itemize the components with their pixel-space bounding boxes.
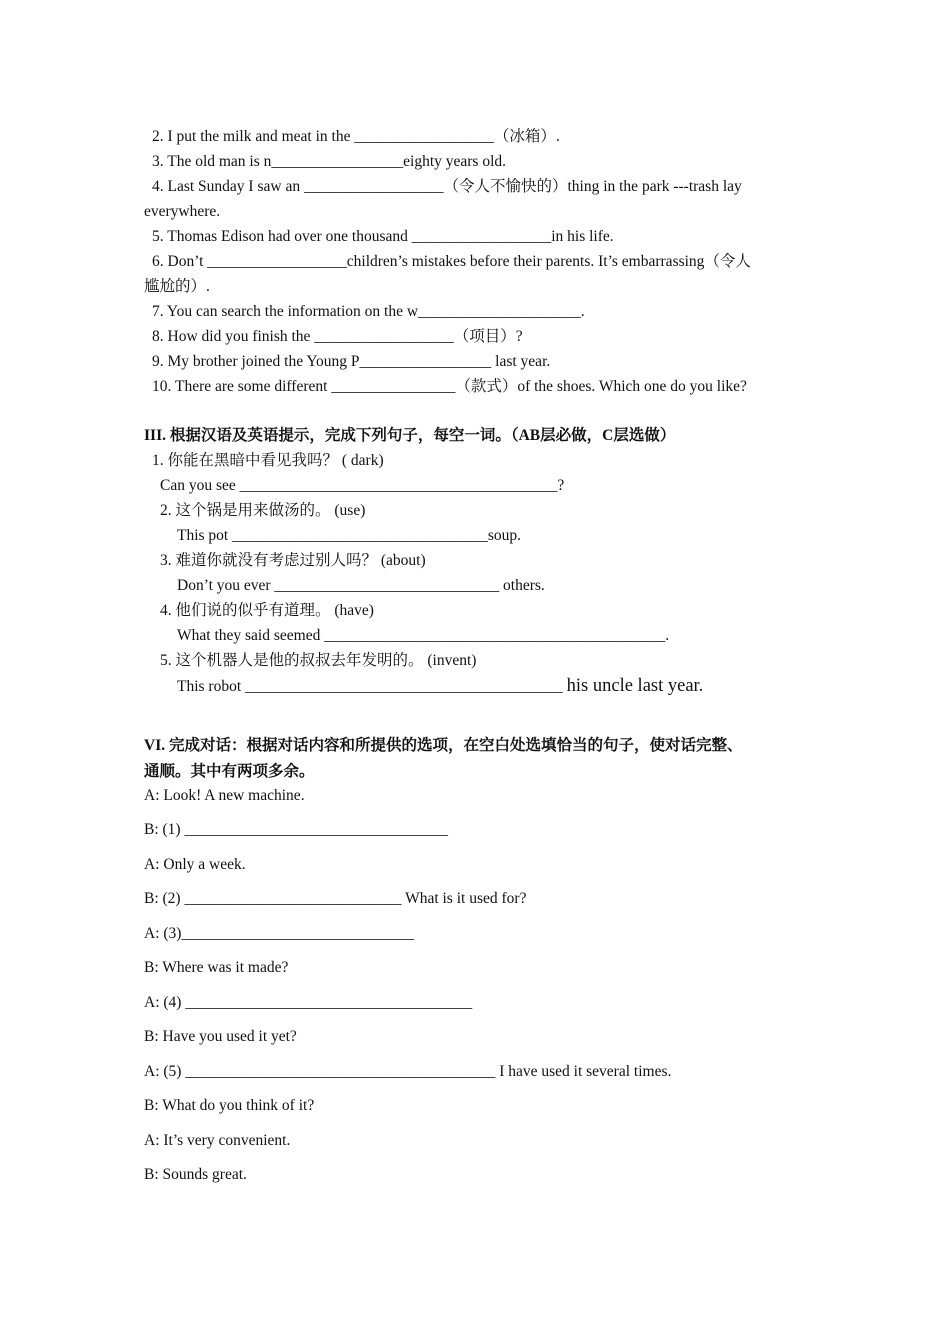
translation-q5-english-ending: his uncle last year. bbox=[566, 676, 704, 696]
exercise-item-3: 3. The old man is n_________________eighty years old. bbox=[152, 153, 507, 170]
translation-q1-chinese: 1. 你能在黑暗中看见我吗？ ( dark) bbox=[152, 452, 384, 469]
dialogue-line: A: (4) _____________________________________ bbox=[144, 994, 473, 1011]
translation-q1-english: Can you see _________________________________________? bbox=[160, 477, 565, 494]
dialogue-line: B: What do you think of it? bbox=[144, 1097, 315, 1114]
dialogue-line: B: Sounds great. bbox=[144, 1166, 247, 1183]
dialogue-line: B: (1) __________________________________ bbox=[144, 821, 448, 838]
translation-q5-english bbox=[177, 675, 810, 698]
exercise-item-10: 10. There are some different ________________（款式）of the shoes. Which one do you like? bbox=[152, 378, 747, 395]
dialogue-line: A: (3)______________________________ bbox=[144, 925, 414, 942]
translation-q5-chinese: 5. 这个机器人是他的叔叔去年发明的。 (invent) bbox=[160, 652, 477, 669]
translation-q4-chinese: 4. 他们说的似乎有道理。 (have) bbox=[160, 602, 374, 619]
translation-q2-chinese: 2. 这个锅是用来做汤的。 (use) bbox=[160, 502, 366, 519]
translation-q5-english-blank: This robot _________________________________________ bbox=[177, 678, 567, 695]
translation-q4-english: What they said seemed ____________________________________________. bbox=[177, 627, 670, 644]
exercise-item-5: 5. Thomas Edison had over one thousand __________________in his life. bbox=[152, 228, 614, 245]
section-6-heading-line-2: 通顺。其中有两项多余。 bbox=[144, 763, 315, 780]
exercise-item-4: 4. Last Sunday I saw an __________________（令人不愉快的）thing in the park ---trash lay bbox=[152, 178, 742, 195]
dialogue-line: B: (2) ____________________________ What is it used for? bbox=[144, 890, 527, 907]
exercise-item-8: 8. How did you finish the __________________（项目）? bbox=[152, 328, 523, 345]
dialogue-line: B: Have you used it yet? bbox=[144, 1028, 297, 1045]
exercise-item-6: 6. Don’t __________________children’s mistakes before their parents. It’s embarrassing（令人 bbox=[152, 253, 751, 270]
dialogue-line: A: Look! A new machine. bbox=[144, 787, 305, 804]
section-6-heading-line-1: VI. 完成对话：根据对话内容和所提供的选项，在空白处选填恰当的句子，使对话完整、 bbox=[144, 737, 743, 754]
exercise-item-4-continued: everywhere. bbox=[144, 203, 221, 220]
exercise-item-7: 7. You can search the information on the w_____________________. bbox=[152, 303, 585, 320]
dialogue-line: B: Where was it made? bbox=[144, 959, 289, 976]
dialogue-line: A: Only a week. bbox=[144, 856, 246, 873]
exercise-item-2: 2. I put the milk and meat in the __________________（冰箱）. bbox=[152, 128, 560, 145]
translation-q3-chinese: 3. 难道你就没有考虑过别人吗？ (about) bbox=[160, 552, 426, 569]
exercise-item-9: 9. My brother joined the Young P_________________ last year. bbox=[152, 353, 551, 370]
dialogue-line: A: (5) ________________________________________ I have used it several times. bbox=[144, 1063, 672, 1080]
translation-q3-english: Don’t you ever _____________________________ others. bbox=[177, 577, 545, 594]
section-3-heading: III. 根据汉语及英语提示，完成下列句子，每空一词。（AB层必做，C层选做） bbox=[144, 427, 676, 444]
translation-q2-english: This pot _________________________________soup. bbox=[177, 527, 522, 544]
dialogue-line: A: It’s very convenient. bbox=[144, 1132, 291, 1149]
exercise-item-6-continued: 尴尬的）. bbox=[144, 278, 210, 295]
